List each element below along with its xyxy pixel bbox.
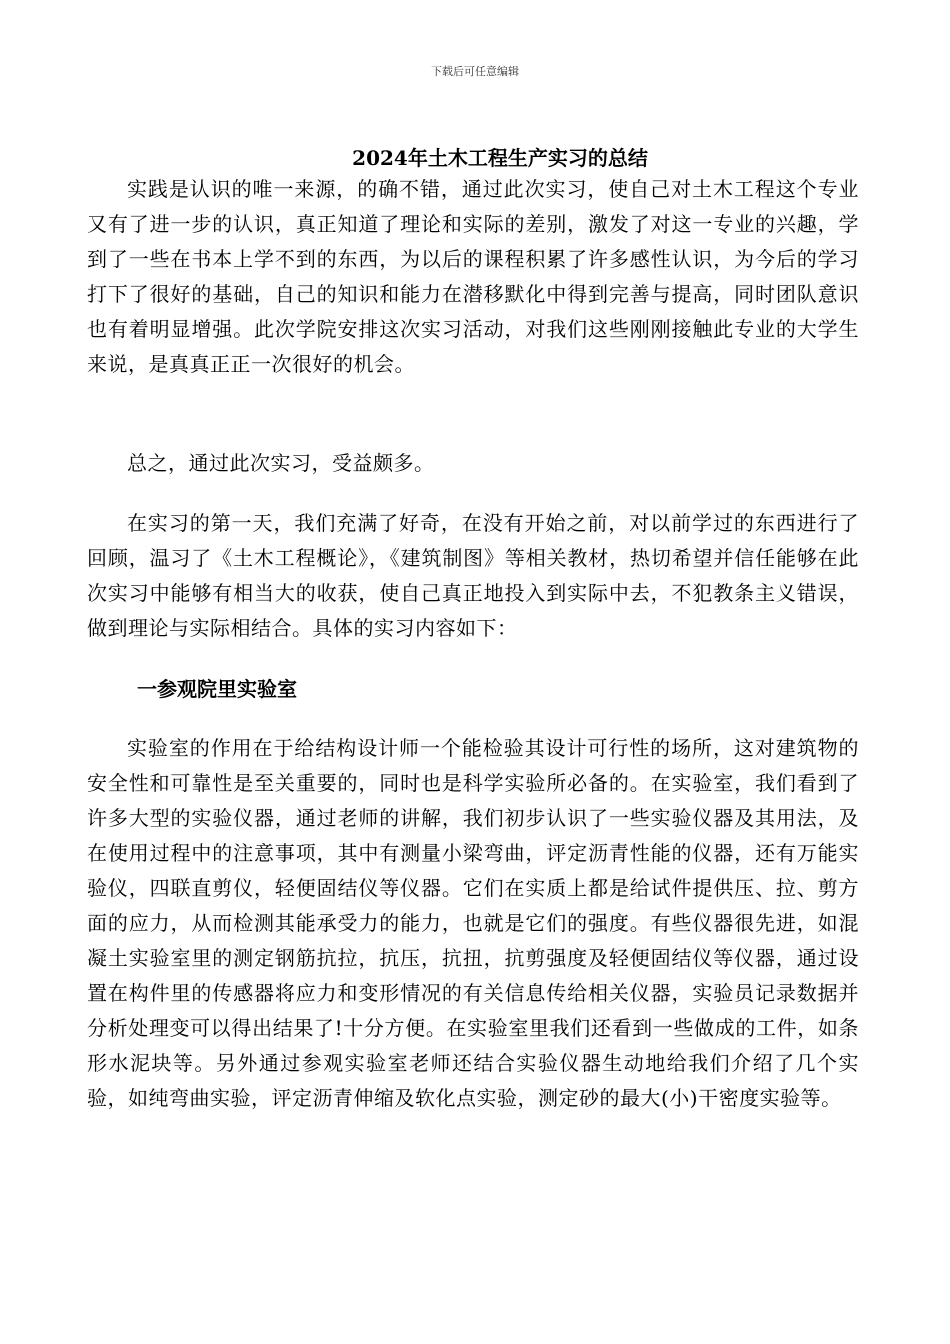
document-title: 2024年土木工程生产实习的总结 (352, 146, 648, 170)
paragraph-lab-visit: 实验室的作用在于给结构设计师一个能检验其设计可行性的场所，这对建筑物的安全性和可靠性是至关重要的，同时也是科学实验所必备的。在实验室，我们看到了许多大型的实验仪器，通过老师的讲解，我们初步认识了一些实验仪器及其用法，及在使用过程中的注意事项，其中有测量小梁弯曲，评定沥青性能的仪器，还有万能实验仪，四联直剪仪，轻便固结仪等仪器。它们在实质上都是给试件提供压、拉、剪方面的应力，从而检测其能承受力的能力，也就是它们的强度。有些仪器很先进，如混凝土实验室里的测定钢筋抗拉，抗压，抗扭，抗剪强度及轻便固结仪等仪器，通过设置在构件里的传感器将应力和变形情况的有关信息传给相关仪器，实验员记录数据并分析处理变可以得出结果了!十分方便。在实验室里我们还看到一些做成的工件，如条形水泥块等。另外通过参观实验室老师还结合实验仪器生动地给我们介绍了几个实验，如纯弯曲实验，评定沥青伸缩及软化点实验，测定砂的最大(小)干密度实验等。 (87, 736, 859, 1110)
paragraph-first-day: 在实习的第一天，我们充满了好奇，在没有开始之前，对以前学过的东西进行了回顾，温习了《土木工程概论》，《建筑制图》等相关教材，热切希望并信任能够在此次实习中能够有相当大的收获，使自己真正地投入到实际中去，不犯教条主义错误，做到理论与实际相结合。具体的实习内容如下： (87, 511, 859, 640)
section-heading: 一参观院里实验室 (137, 677, 297, 701)
running-header: 下载后可任意编辑 (431, 65, 519, 78)
paragraph-summary: 总之，通过此次实习，受益颇多。 (127, 451, 435, 475)
paragraph-intro: 实践是认识的唯一来源，的确不错，通过此次实习，使自己对土木工程这个专业又有了进一步的认识，真正知道了理论和实际的差别，激发了对这一专业的兴趣，学到了一些在书本上学不到的东西，为以后的课程积累了许多感性认识，为今后的学习打下了很好的基础，自己的知识和能力在潜移默化中得到完善与提高，同时团队意识也有着明显增强。此次学院安排这次实习活动，对我们这些刚刚接触此专业的大学生来说，是真真正正一次很好的机会。 (87, 177, 859, 376)
